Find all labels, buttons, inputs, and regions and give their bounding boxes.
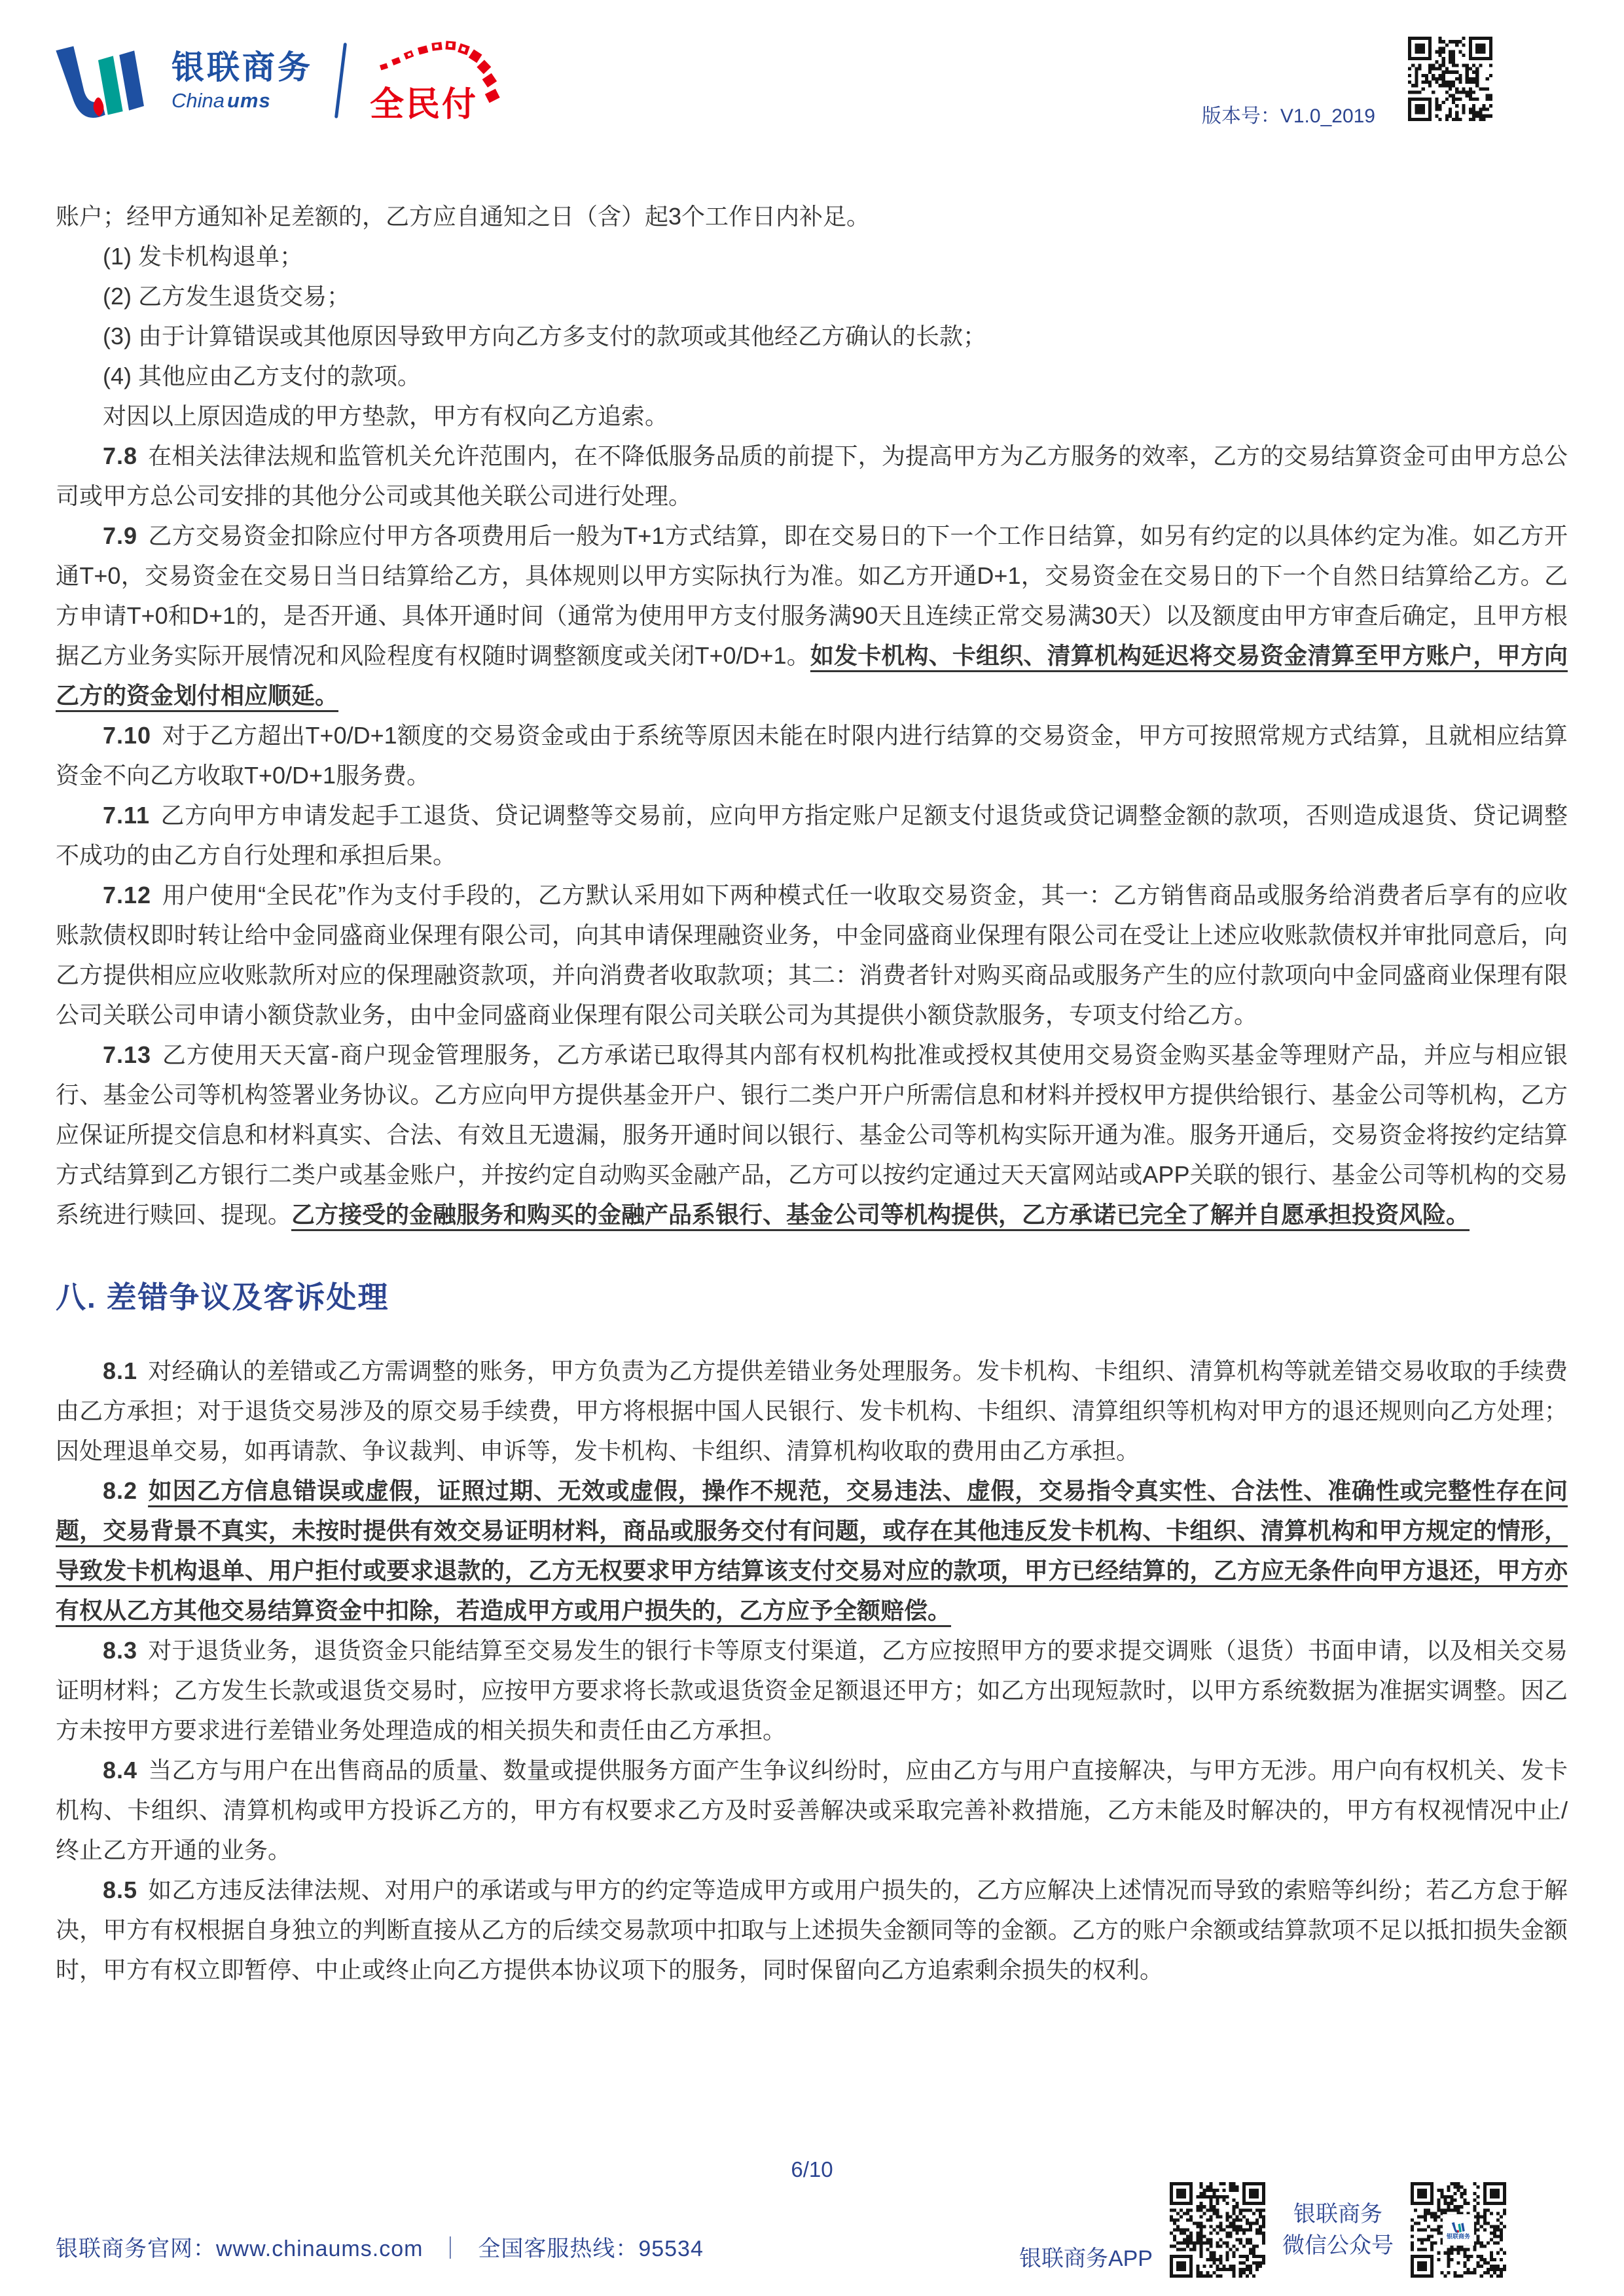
clause-number: 7.10 — [103, 722, 152, 749]
text-run: 对经确认的差错或乙方需调整的账务，甲方负责为乙方提供差错业务处理服务。发卡机构、卡组织、清算机构等就差错交易收取的手续费由乙方承担；对于退货交易涉及的原交易手续费，甲方将根据中国人民银行、发卡机构、卡组织、清算组织等机构对甲方的退还规则向乙方处理；因处理退单交易，如再请款、争议裁判、申诉等，发卡机构、卡组织、清算机构收取的费用由乙方承担。 — [56, 1357, 1568, 1464]
clause-number: 7.11 — [103, 802, 151, 829]
footer-wechat-line2: 微信公众号 — [1282, 2233, 1394, 2258]
logo-divider — [334, 43, 347, 118]
text-run: 对于乙方超出T+0/D+1额度的交易资金或由于系统等原因未能在时限内进行结算的交易资金，甲方可按照常规方式结算，且就相应结算资金不向乙方收取T+0/D+1服务费。 — [56, 722, 1568, 789]
text-run: (1) 发卡机构退单； — [103, 243, 304, 270]
paragraph — [56, 715, 1568, 795]
paragraph — [56, 1351, 1568, 1471]
text-run: (2) 乙方发生退货交易； — [103, 283, 351, 310]
text-run: 如因乙方信息错误或虚假，证照过期、无效或虚假，操作不规范，交易违法、虚假，交易指令真实性、合法性、准确性或完整性存在问题，交易背景不真实，未按时提供有效交易证明材料，商品或服务交付有问题，或存在其他违反发卡机构、卡组织、清算机构和甲方规定的情形，导致发卡机构退单、用户拒付或要求退款的，乙方无权要求甲方结算该支付交易对应的款项，甲方已经结算的，乙方应无条件向甲方退还，甲方亦有权从乙方其他交易结算资金中扣除，若造成甲方或用户损失的，乙方应予全额赔偿。 — [56, 1477, 1568, 1624]
product-name: 全民付 — [370, 86, 478, 124]
clause-number: 8.3 — [103, 1637, 138, 1664]
paragraph — [56, 196, 1568, 236]
text-run: 当乙方与用户在出售商品的质量、数量或提供服务方面产生争议纠纷时，应由乙方与用户直接解决，与甲方无涉。用户向有权机关、发卡机构、卡组织、清算机构或甲方投诉乙方的，甲方有权要求乙方及时妥善解决或采取完善补救措施，乙方未能及时解决的，甲方有权视情况中止/终止乙方开通的业务。 — [56, 1757, 1568, 1863]
clause-number: 8.5 — [103, 1876, 138, 1903]
text-run: (3) 由于计算错误或其他原因导致甲方向乙方多支付的款项或其他经乙方确认的长款； — [103, 323, 987, 350]
footer-app-label: 银联商务APP — [1019, 2246, 1153, 2271]
text-run: 乙方使用天天富-商户现金管理服务，乙方承诺已取得其内部有权机构批准或授权其使用交易资金购买基金等理财产品，并应与相应银行、基金公司等机构签署业务协议。乙方应向甲方提供基金开户、银行二类户开户所需信息和材料并授权甲方提供给银行、基金公司等机构，乙方应保证所提交信息和材料真实、合法、有效且无遗漏，服务开通时间以银行、基金公司等机构实际开通为准。服务开通后，交易资金将按约定结算方式结算到乙方银行二类户或基金账户，并按约定自动购买金融产品，乙方可以按约定通过天天富网站或APP关联的银行、基金公司等机构的交易系统进行赎回、提现。 — [56, 1041, 1568, 1228]
paragraph — [56, 1750, 1568, 1870]
footer-wechat-label — [1282, 2198, 1394, 2261]
section-heading — [56, 1279, 1568, 1316]
page-number: 6/10 — [791, 2157, 833, 2181]
footer-qr-cluster — [1019, 2182, 1506, 2278]
clause-number: 7.8 — [103, 442, 138, 469]
text-run: 对于退货业务，退货资金只能结算至交易发生的银行卡等原支付渠道，乙方应按照甲方的要求提交调账（退货）书面申请，以及相关交易证明材料；乙方发生长款或退货交易时，应按甲方要求将长款或退货资金足额退还甲方；如乙方出现短款时，以甲方系统数据为准据实调整。因乙方未按甲方要求进行差错业务处理造成的相关损失和责任由乙方承担。 — [56, 1637, 1568, 1744]
footer-wechat-qr-code — [1411, 2182, 1506, 2278]
text-run: 用户使用“全民花”作为支付手段的，乙方默认采用如下两种模式任一收取交易资金，其一：乙方销售商品或服务给消费者后享有的应收账款债权即时转让给中金同盛商业保理有限公司，向其申请保理融资业务，中金同盛商业保理有限公司在受让上述应收账款债权并审批同意后，向乙方提供相应应收账款所对应的保理融资款项，并向消费者收取款项；其二：消费者针对购买商品或服务产生的应付款项向中金同盛商业保理有限公司关联公司申请小额贷款业务，由中金同盛商业保理有限公司关联公司为其提供小额贷款服务，专项支付给乙方。 — [56, 882, 1568, 1028]
paragraph — [56, 436, 1568, 516]
paragraph — [56, 316, 1568, 356]
text-run: 账户；经甲方通知补足差额的，乙方应自通知之日（含）起3个工作日内补足。 — [56, 203, 871, 230]
footer-website: 银联商务官网：www.chinaums.com — [56, 2236, 424, 2261]
text-run: 如乙方违反法律法规、对用户的承诺或与甲方的约定等造成甲方或用户损失的，乙方应解决上述情况而导致的索赔等纠纷；若乙方怠于解决，甲方有权根据自身独立的判断直接从乙方的后续交易款项中扣取与上述损失金额同等的金额。乙方的账户余额或结算款项不足以抵扣损失金额时，甲方有权立即暂停、中止或终止向乙方提供本协议项下的服务，同时保留向乙方追索剩余损失的权利。 — [56, 1876, 1568, 1983]
clause-number: 7.9 — [103, 522, 138, 549]
header-qr-code — [1408, 37, 1492, 121]
text-run: 乙方交易资金扣除应付甲方各项费用后一般为T+1方式结算，即在交易日的下一个工作日结算，如另有约定的以具体约定为准。如乙方开通T+0，交易资金在交易日当日结算给乙方，具体规则以甲方实际执行为准。如乙方开通D+1，交易资金在交易日的下一个自然日结算给乙方。乙方申请T+0和D+1的，是否开通、具体开通时间（通常为使用甲方支付服务满90天且连续正常交易满30天）以及额度由甲方审查后确定，且甲方根据乙方业务实际开展情况和风险程度有权随时调整额度或关闭T+0/D+1。 — [56, 522, 1568, 669]
footer-contact-line — [56, 2231, 704, 2263]
paragraph — [56, 236, 1568, 276]
document-body — [56, 196, 1568, 1990]
text-run: 在相关法律法规和监管机关允许范围内，在不降低服务品质的前提下，为提高甲方为乙方服务的效率，乙方的交易结算资金可由甲方总公司或甲方总公司安排的其他分公司或其他关联公司进行处理。 — [56, 442, 1568, 509]
chinaums-mini-logo — [1443, 2214, 1474, 2246]
text-run: 八. 差错争议及客诉处理 — [56, 1280, 389, 1314]
mini-logo-text: 银联商务 — [1446, 2233, 1470, 2240]
clause-number: 8.1 — [103, 1357, 138, 1384]
chinaums-logo-icon — [52, 35, 149, 126]
text-run: 乙方向甲方申请发起手工退货、贷记调整等交易前，应向甲方指定账户足额支付退货或贷记调整金额的款项，否则造成退货、贷记调整不成功的由乙方自行处理和承担后果。 — [56, 802, 1568, 869]
brand-name-en: China ums — [171, 88, 271, 112]
paragraph — [56, 516, 1568, 715]
paragraph — [56, 356, 1568, 396]
footer-hotline: 全国客服热线：95534 — [478, 2236, 704, 2261]
text-run: 乙方接受的金融服务和购买的金融产品系银行、基金公司等机构提供，乙方承诺已完全了解并自愿承担投资风险。 — [291, 1201, 1470, 1228]
clause-number: 8.2 — [103, 1477, 138, 1504]
footer-separator: ｜ — [439, 2236, 462, 2261]
chinaums-logo-text — [171, 48, 313, 112]
version-label: 版本号：V1.0_2019 — [1201, 105, 1375, 127]
paragraph — [56, 276, 1568, 316]
paragraph — [56, 1870, 1568, 1990]
paragraph — [56, 1471, 1568, 1630]
quanminfu-logo — [369, 31, 532, 130]
paragraph — [56, 875, 1568, 1035]
paragraph — [56, 795, 1568, 875]
clause-number: 7.12 — [103, 882, 152, 908]
text-run: (4) 其他应由乙方支付的款项。 — [103, 363, 422, 389]
brand-name-cn: 银联商务 — [171, 48, 313, 86]
footer-app-qr-code — [1170, 2182, 1265, 2278]
page-header — [52, 31, 1572, 149]
clause-number: 8.4 — [103, 1757, 138, 1784]
footer-wechat-line1: 银联商务 — [1293, 2202, 1382, 2227]
clause-number: 7.13 — [103, 1041, 152, 1068]
paragraph — [56, 1035, 1568, 1234]
text-run: 如发卡机构、卡组织、清算机构延迟将交易资金清算至甲方账户，甲方向乙方的资金划付相应顺延。 — [56, 642, 1568, 709]
paragraph — [56, 1630, 1568, 1750]
text-run: 对因以上原因造成的甲方垫款，甲方有权向乙方追索。 — [103, 403, 669, 429]
paragraph — [56, 396, 1568, 436]
